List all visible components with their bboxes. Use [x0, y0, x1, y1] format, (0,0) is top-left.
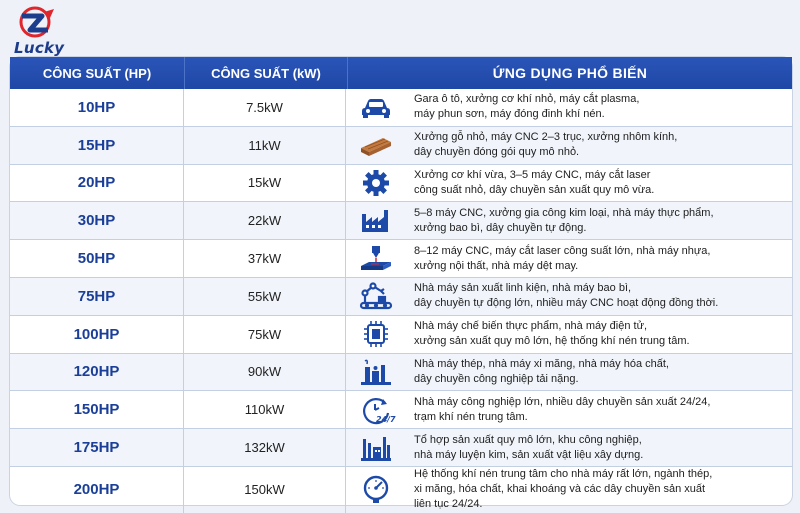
- hp-cell: 100HP: [10, 316, 184, 353]
- table-row: [10, 278, 792, 316]
- application-text: Nhà máy sản xuất linh kiện, nhà máy bao bì, dây chuyền tự động lớn, nhiều máy CNC hoạt động đồng thời.: [414, 282, 719, 310]
- table-row: [10, 391, 792, 429]
- brand-name: Lucky: [14, 39, 65, 57]
- clock-24-7-icon: [346, 391, 406, 428]
- hp-cell: 10HP: [10, 89, 184, 126]
- application-text: 8–12 máy CNC, máy cắt laser công suất lớn, nhà máy nhựa, xưởng nội thất, nhà máy dệt may.: [414, 244, 711, 272]
- kw-cell: 37kW: [184, 240, 346, 277]
- application-text: Gara ô tô, xưởng cơ khí nhỏ, máy cắt plasma, máy phun sơn, máy đóng đinh khí nén.: [414, 93, 640, 121]
- kw-cell: 11kW: [184, 127, 346, 164]
- hp-cell: 75HP: [10, 278, 184, 315]
- kw-cell: 150kW: [184, 467, 346, 513]
- application-text: 5–8 máy CNC, xưởng gia công kim loại, nhà máy thực phẩm, xưởng bao bì, dây chuyền tự động.: [414, 206, 714, 234]
- chip-icon: [346, 316, 406, 353]
- header-hp: CÔNG SUẤT (HP): [10, 57, 185, 89]
- brand-logo: [8, 6, 68, 56]
- kw-cell: 7.5kW: [184, 89, 346, 126]
- logo-mark-icon: [8, 6, 68, 42]
- application-text: Nhà máy chế biến thực phẩm, nhà máy điện tử, xưởng sản xuất quy mô lớn, hệ thống khí nén trung tâm.: [414, 320, 690, 348]
- table-row: [10, 127, 792, 165]
- table-row: [10, 354, 792, 392]
- factory-icon: [346, 202, 406, 239]
- hp-cell: 20HP: [10, 165, 184, 202]
- kw-cell: 75kW: [184, 316, 346, 353]
- table-row: [10, 467, 792, 513]
- kw-cell: 22kW: [184, 202, 346, 239]
- application-text: Xưởng cơ khí vừa, 3–5 máy CNC, máy cắt laser công suất nhỏ, dây chuyền sản xuất quy mô vừa.: [414, 168, 655, 196]
- hp-cell: 50HP: [10, 240, 184, 277]
- robot-arm-icon: [346, 278, 406, 315]
- application-text: Hệ thống khí nén trung tâm cho nhà máy rất lớn, ngành thép, xi măng, hóa chất, khai khoáng và các dây chuyền sản xuất liên tục 24/24.: [414, 468, 713, 511]
- table-row: [10, 165, 792, 203]
- kw-cell: 110kW: [184, 391, 346, 428]
- application-text: Tổ hợp sản xuất quy mô lớn, khu công nghiệp, nhà máy luyện kim, sản xuất vật liệu xây dựng.: [414, 433, 644, 461]
- hp-cell: 175HP: [10, 429, 184, 466]
- car-icon: [346, 89, 406, 126]
- table-body: [10, 89, 792, 513]
- application-text: Nhà máy thép, nhà máy xi măng, nhà máy hóa chất, dây chuyền công nghiệp tải nặng.: [414, 357, 669, 385]
- plant-chimney-icon: [346, 354, 406, 391]
- application-text: Xưởng gỗ nhỏ, máy CNC 2–3 trục, xưởng nhôm kính, dây chuyền đóng gói quy mô nhỏ.: [414, 131, 678, 159]
- header-application: ỨNG DỤNG PHỔ BIẾN: [492, 65, 648, 81]
- hp-cell: 150HP: [10, 391, 184, 428]
- table-row: [10, 89, 792, 127]
- application-text: Nhà máy công nghiệp lớn, nhiều dây chuyền sản xuất 24/24, trạm khí nén trung tâm.: [414, 395, 711, 423]
- kw-cell: 90kW: [184, 354, 346, 391]
- table-row: [10, 240, 792, 278]
- table-header: [10, 57, 792, 89]
- industrial-complex-icon: [346, 429, 406, 466]
- kw-cell: 55kW: [184, 278, 346, 315]
- gear-icon: [346, 165, 406, 202]
- kw-cell: 15kW: [184, 165, 346, 202]
- hp-cell: 15HP: [10, 127, 184, 164]
- header-kw: CÔNG SUẤT (kW): [185, 57, 348, 89]
- table-row: [10, 316, 792, 354]
- power-table: [10, 57, 792, 511]
- hp-cell: 200HP: [10, 467, 184, 513]
- hp-cell: 120HP: [10, 354, 184, 391]
- kw-cell: 132kW: [184, 429, 346, 466]
- pressure-gauge-icon: [346, 467, 406, 513]
- wood-plank-icon: [346, 127, 406, 164]
- clock-label: 24/7: [376, 414, 396, 424]
- laser-cutter-icon: [346, 240, 406, 277]
- table-row: [10, 429, 792, 467]
- table-row: [10, 202, 792, 240]
- hp-cell: 30HP: [10, 202, 184, 239]
